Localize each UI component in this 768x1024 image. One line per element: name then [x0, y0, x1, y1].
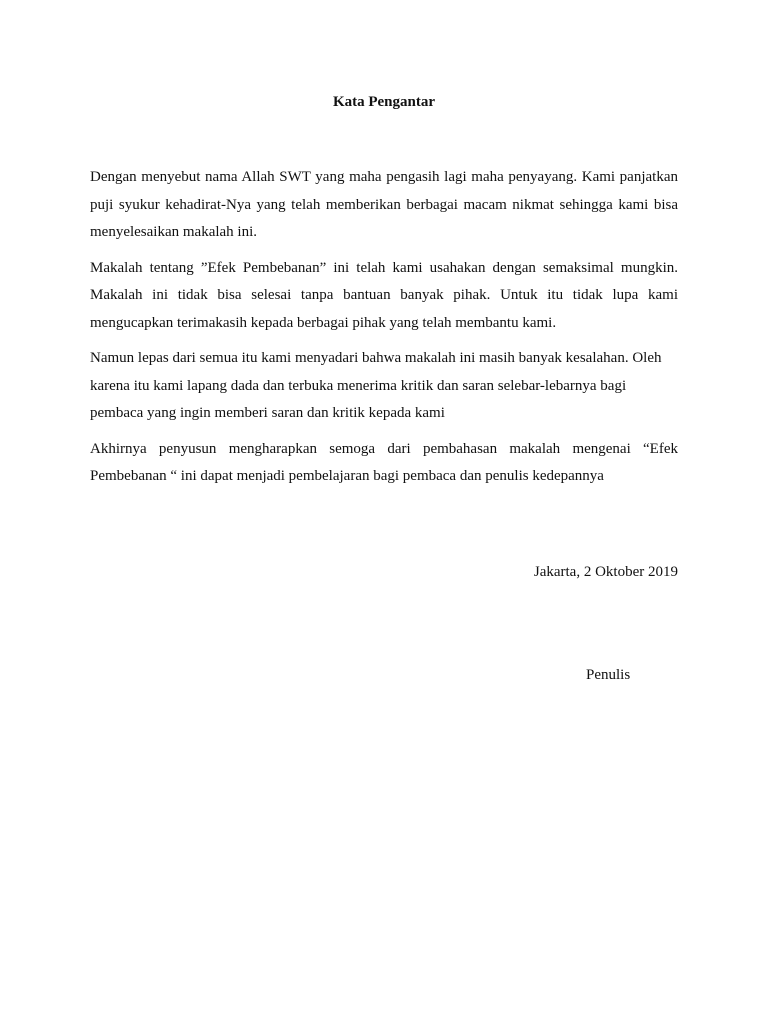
place-date: Jakarta, 2 Oktober 2019	[533, 564, 678, 580]
document-body	[90, 164, 678, 499]
paragraph-closing: Akhirnya penyusun mengharapkan semoga dari pembahasan makalah mengenai “Efek Pembebanan “ ini dapat menjadi pembelajaran bagi pembaca dan penulis kedepannya	[90, 440, 678, 484]
paragraph-effort: Makalah tentang ”Efek Pembebanan” ini telah kami usahakan dengan semaksimal mungkin. Makalah ini tidak bisa selesai tanpa bantuan banyak pihak. Untuk itu tidak lupa kami mengucapkan terimakasih kepada berbagai pihak yang telah membantu kami.	[90, 259, 678, 331]
paragraph-apology: Namun lepas dari semua itu kami menyadari bahwa makalah ini masih banyak kesalahan. Oleh karena itu kami lapang dada dan terbuka menerima kritik dan saran selebar-lebarnya bagi pembaca yang ingin memberi saran dan kritik kepada kami	[90, 350, 662, 421]
paragraph-opening: Dengan menyebut nama Allah SWT yang maha pengasih lagi maha penyayang. Kami panjatkan puji syukur kehadirat-Nya yang telah memberikan berbagai macam nikmat sehingga kami bisa menyelesaikan makalah ini.	[90, 169, 678, 240]
signer-name: Penulis	[586, 667, 631, 683]
page-title: Kata Pengantar	[332, 94, 436, 110]
